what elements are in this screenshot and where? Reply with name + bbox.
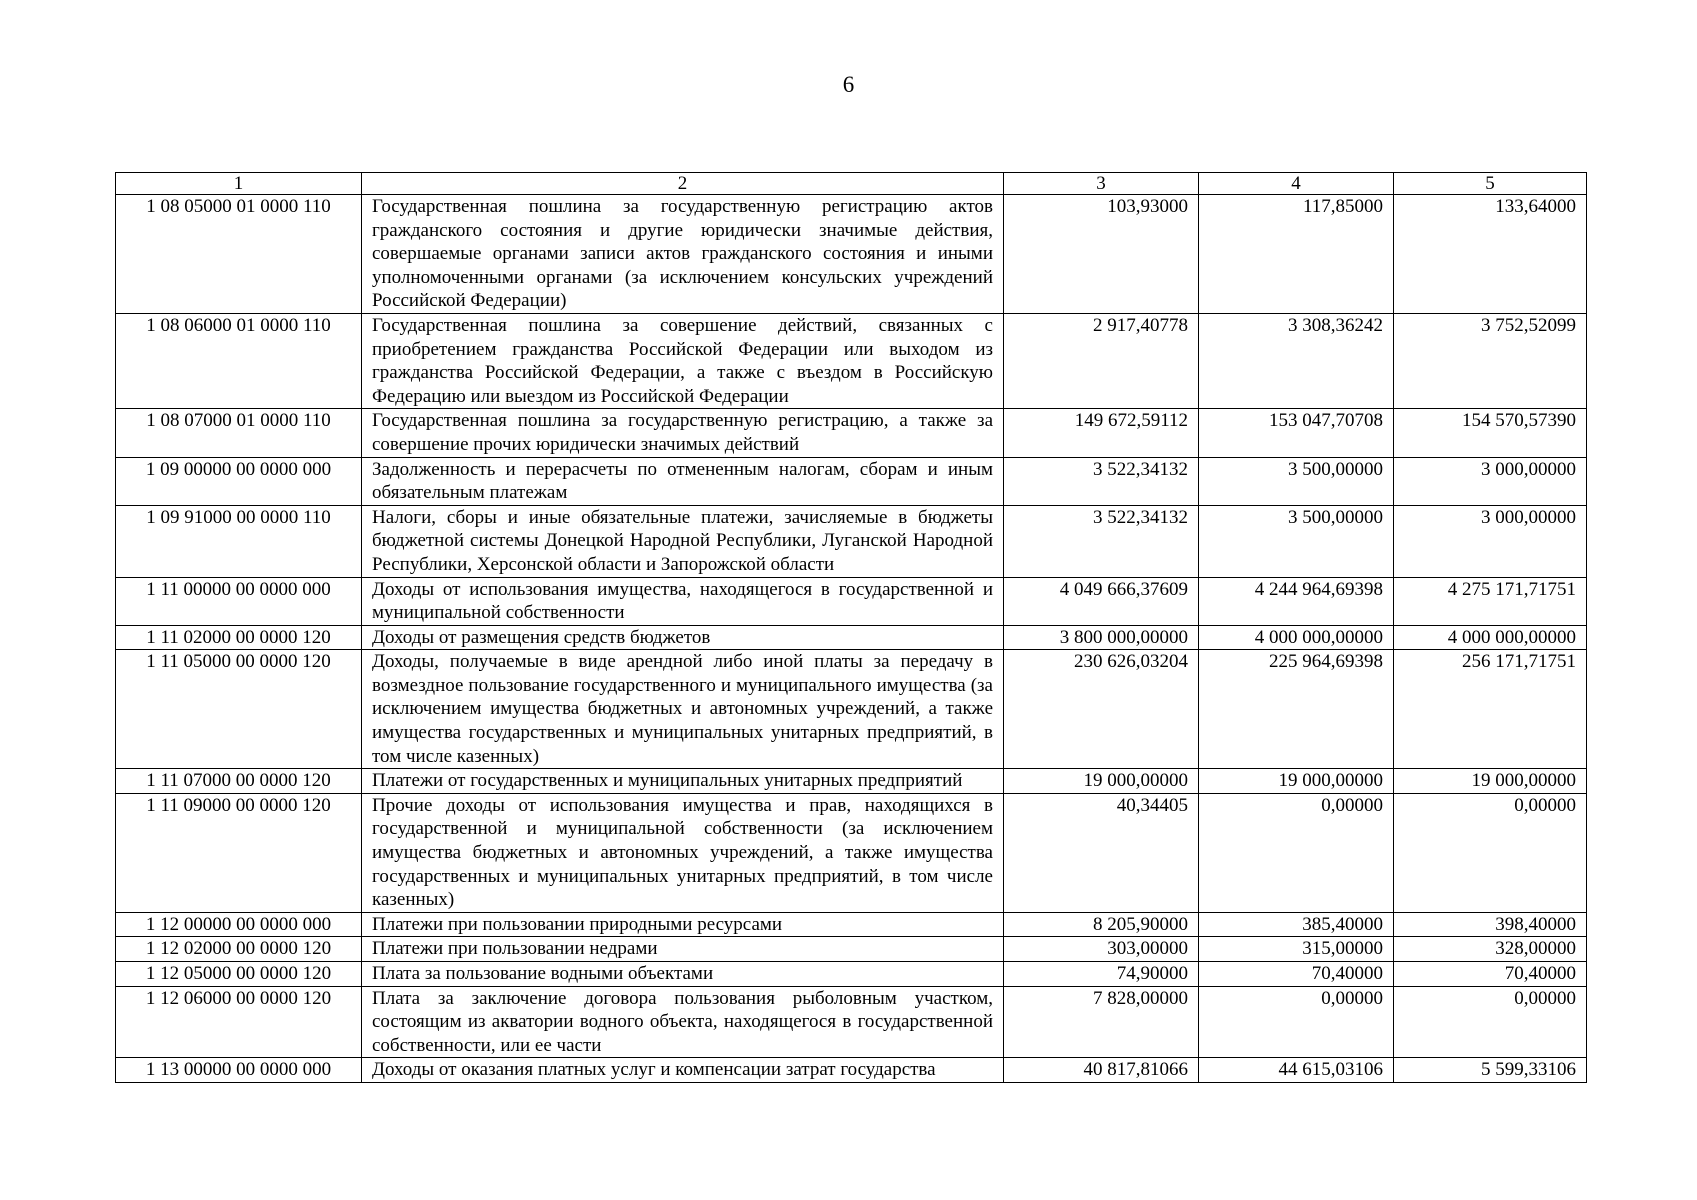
table-row (116, 912, 1587, 937)
column-header-5: 5 (1394, 173, 1587, 195)
revenue-name: Доходы от использования имущества, находящегося в государственной и муниципальной собственности (362, 577, 1004, 625)
amount-col3: 230 626,03204 (1004, 650, 1199, 769)
revenue-name: Задолженность и перерасчеты по отмененным налогам, сборам и иным обязательным платежам (362, 457, 1004, 505)
revenue-name: Платежи при пользовании недрами (362, 937, 1004, 962)
amount-col3: 40,34405 (1004, 793, 1199, 912)
revenue-name: Платежи от государственных и муниципальных унитарных предприятий (362, 769, 1004, 794)
amount-col5: 133,64000 (1394, 195, 1587, 314)
amount-col4: 4 244 964,69398 (1199, 577, 1394, 625)
revenue-name: Государственная пошлина за совершение действий, связанных с приобретением гражданства Российской Федерации или выходом из гражданства Российской Федерации, а также с въездом в Российскую Федерацию или выездом из Российской Федерации (362, 313, 1004, 408)
budget-code: 1 12 05000 00 0000 120 (116, 962, 362, 987)
column-header-2: 2 (362, 173, 1004, 195)
revenue-name: Прочие доходы от использования имущества и прав, находящихся в государственной и муниципальной собственности (за исключением имущества бюджетных и автономных учреждений, а также имущества государственных и муниципальных унитарных предприятий, в том числе казенных) (362, 793, 1004, 912)
table-row (116, 195, 1587, 314)
amount-col3: 3 522,34132 (1004, 505, 1199, 577)
amount-col3: 3 522,34132 (1004, 457, 1199, 505)
amount-col3: 303,00000 (1004, 937, 1199, 962)
amount-col4: 117,85000 (1199, 195, 1394, 314)
table-row (116, 769, 1587, 794)
amount-col5: 3 000,00000 (1394, 457, 1587, 505)
table-row (116, 505, 1587, 577)
table-row (116, 457, 1587, 505)
revenue-name: Доходы от размещения средств бюджетов (362, 625, 1004, 650)
amount-col4: 385,40000 (1199, 912, 1394, 937)
amount-col3: 149 672,59112 (1004, 409, 1199, 457)
column-header-1: 1 (116, 173, 362, 195)
amount-col4: 0,00000 (1199, 793, 1394, 912)
table-row (116, 937, 1587, 962)
amount-col4: 225 964,69398 (1199, 650, 1394, 769)
amount-col4: 70,40000 (1199, 962, 1394, 987)
table-row (116, 793, 1587, 912)
budget-code: 1 11 00000 00 0000 000 (116, 577, 362, 625)
amount-col3: 74,90000 (1004, 962, 1199, 987)
amount-col5: 398,40000 (1394, 912, 1587, 937)
amount-col4: 153 047,70708 (1199, 409, 1394, 457)
table-row (116, 313, 1587, 408)
amount-col4: 19 000,00000 (1199, 769, 1394, 794)
budget-code: 1 11 05000 00 0000 120 (116, 650, 362, 769)
table-row (116, 577, 1587, 625)
amount-col5: 4 000 000,00000 (1394, 625, 1587, 650)
budget-code: 1 12 06000 00 0000 120 (116, 986, 362, 1058)
column-header-4: 4 (1199, 173, 1394, 195)
budget-code: 1 13 00000 00 0000 000 (116, 1058, 362, 1083)
budget-code: 1 09 00000 00 0000 000 (116, 457, 362, 505)
page-number: 6 (842, 72, 855, 97)
budget-code: 1 12 02000 00 0000 120 (116, 937, 362, 962)
amount-col5: 3 752,52099 (1394, 313, 1587, 408)
amount-col3: 40 817,81066 (1004, 1058, 1199, 1083)
amount-col5: 328,00000 (1394, 937, 1587, 962)
budget-code: 1 08 07000 01 0000 110 (116, 409, 362, 457)
amount-col4: 0,00000 (1199, 986, 1394, 1058)
amount-col4: 44 615,03106 (1199, 1058, 1394, 1083)
amount-col3: 4 049 666,37609 (1004, 577, 1199, 625)
amount-col3: 8 205,90000 (1004, 912, 1199, 937)
table-row (116, 962, 1587, 987)
revenue-name: Государственная пошлина за государственную регистрацию, а также за совершение прочих юридически значимых действий (362, 409, 1004, 457)
budget-code: 1 08 06000 01 0000 110 (116, 313, 362, 408)
revenue-table (115, 172, 1587, 1083)
table-row (116, 650, 1587, 769)
amount-col5: 0,00000 (1394, 986, 1587, 1058)
table-row (116, 1058, 1587, 1083)
amount-col4: 3 308,36242 (1199, 313, 1394, 408)
revenue-name: Плата за пользование водными объектами (362, 962, 1004, 987)
amount-col4: 3 500,00000 (1199, 457, 1394, 505)
amount-col5: 3 000,00000 (1394, 505, 1587, 577)
table-row (116, 409, 1587, 457)
amount-col5: 256 171,71751 (1394, 650, 1587, 769)
amount-col4: 4 000 000,00000 (1199, 625, 1394, 650)
revenue-name: Доходы, получаемые в виде арендной либо иной платы за передачу в возмездное пользование государственного и муниципального имущества (за исключением имущества бюджетных и автономных учреждений, а также имущества государственных и муниципальных унитарных предприятий, в том числе казенных) (362, 650, 1004, 769)
budget-code: 1 11 07000 00 0000 120 (116, 769, 362, 794)
amount-col4: 315,00000 (1199, 937, 1394, 962)
table-header-row (116, 173, 1587, 195)
amount-col5: 5 599,33106 (1394, 1058, 1587, 1083)
column-header-3: 3 (1004, 173, 1199, 195)
table-row (116, 986, 1587, 1058)
budget-code: 1 11 09000 00 0000 120 (116, 793, 362, 912)
revenue-name: Государственная пошлина за государственную регистрацию актов гражданского состояния и другие юридически значимые действия, совершаемые органами записи актов гражданского состояния и иными уполномоченными органами (за исключением консульских учреждений Российской Федерации) (362, 195, 1004, 314)
revenue-name: Плата за заключение договора пользования рыболовным участком, состоящим из акватории водного объекта, находящегося в государственной собственности, или ее части (362, 986, 1004, 1058)
budget-code: 1 12 00000 00 0000 000 (116, 912, 362, 937)
budget-code: 1 09 91000 00 0000 110 (116, 505, 362, 577)
amount-col5: 154 570,57390 (1394, 409, 1587, 457)
revenue-name: Доходы от оказания платных услуг и компенсации затрат государства (362, 1058, 1004, 1083)
amount-col3: 19 000,00000 (1004, 769, 1199, 794)
table-row (116, 625, 1587, 650)
amount-col3: 2 917,40778 (1004, 313, 1199, 408)
budget-code: 1 11 02000 00 0000 120 (116, 625, 362, 650)
amount-col5: 70,40000 (1394, 962, 1587, 987)
budget-code: 1 08 05000 01 0000 110 (116, 195, 362, 314)
revenue-name: Платежи при пользовании природными ресурсами (362, 912, 1004, 937)
amount-col3: 103,93000 (1004, 195, 1199, 314)
amount-col5: 19 000,00000 (1394, 769, 1587, 794)
amount-col4: 3 500,00000 (1199, 505, 1394, 577)
amount-col3: 7 828,00000 (1004, 986, 1199, 1058)
amount-col5: 4 275 171,71751 (1394, 577, 1587, 625)
amount-col3: 3 800 000,00000 (1004, 625, 1199, 650)
amount-col5: 0,00000 (1394, 793, 1587, 912)
revenue-name: Налоги, сборы и иные обязательные платежи, зачисляемые в бюджеты бюджетной системы Донецкой Народной Республики, Луганской Народной Республики, Херсонской области и Запорожской области (362, 505, 1004, 577)
